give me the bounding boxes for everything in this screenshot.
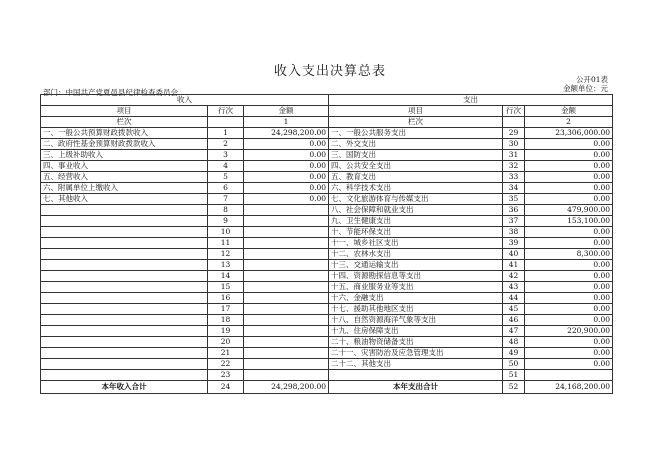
table-row <box>41 128 613 139</box>
income-item-name <box>41 293 208 304</box>
expense-column-number: 2 <box>525 117 613 128</box>
income-amount: 0.00 <box>244 183 329 194</box>
expense-item-name: 八、社会保障和就业支出 <box>329 205 503 216</box>
expense-amount: 0.00 <box>525 172 613 183</box>
income-amount <box>244 293 329 304</box>
page-title: 收入支出决算总表 <box>273 64 386 79</box>
income-row-no: 1 <box>208 128 244 139</box>
expense-item-name: 七、文化旅游体育与传媒支出 <box>329 194 503 205</box>
income-column-number: 1 <box>244 117 329 128</box>
table-row <box>41 183 613 194</box>
expense-row-no: 31 <box>503 150 525 161</box>
table-row <box>41 216 613 227</box>
income-item-name: 三、上级补助收入 <box>41 150 208 161</box>
expense-row-no: 29 <box>503 128 525 139</box>
expense-item-name: 十二、农林水支出 <box>329 249 503 260</box>
expense-amount: 8,300.00 <box>525 249 613 260</box>
expense-amount: 0.00 <box>525 238 613 249</box>
income-column-label: 栏次 <box>41 117 208 128</box>
expense-row-no: 49 <box>503 348 525 359</box>
expense-row-no: 39 <box>503 238 525 249</box>
income-item-name <box>41 326 208 337</box>
expense-amount: 0.00 <box>525 150 613 161</box>
expense-item-name: 十一、城乡社区支出 <box>329 238 503 249</box>
income-item-name <box>41 238 208 249</box>
expense-amount: 0.00 <box>525 304 613 315</box>
income-row-no: 4 <box>208 161 244 172</box>
income-item-name: 四、事业收入 <box>41 161 208 172</box>
expense-item-name: 十五、商业服务业等支出 <box>329 282 503 293</box>
expense-item-name: 五、教育支出 <box>329 172 503 183</box>
income-item-name <box>41 348 208 359</box>
income-row-no: 15 <box>208 282 244 293</box>
income-amount <box>244 337 329 348</box>
income-item-name <box>41 260 208 271</box>
income-row-no: 12 <box>208 249 244 260</box>
income-item-name <box>41 249 208 260</box>
expense-item-name: 二十一、灾害防治及应急管理支出 <box>329 348 503 359</box>
expense-row-no: 48 <box>503 337 525 348</box>
income-amount <box>244 348 329 359</box>
expense-section-header: 支出 <box>329 95 613 106</box>
table-row <box>41 282 613 293</box>
income-item-name <box>41 227 208 238</box>
income-amount: 0.00 <box>244 139 329 150</box>
expense-row-no: 51 <box>503 370 525 381</box>
expense-item-name: 十、节能环保支出 <box>329 227 503 238</box>
income-amount: 0.00 <box>244 161 329 172</box>
expense-amount: 0.00 <box>525 194 613 205</box>
expense-row-no: 44 <box>503 293 525 304</box>
income-item-name <box>41 205 208 216</box>
expense-amount: 0.00 <box>525 139 613 150</box>
expense-row-no: 43 <box>503 282 525 293</box>
income-item-name <box>41 282 208 293</box>
income-amount: 24,298,200.00 <box>244 128 329 139</box>
expense-item-name: 十七、援助其他地区支出 <box>329 304 503 315</box>
income-amount <box>244 271 329 282</box>
expense-row-no: 34 <box>503 183 525 194</box>
expense-total-row-no: 52 <box>503 381 525 394</box>
form-code: 公开01表 <box>575 75 608 84</box>
expense-row-no: 47 <box>503 326 525 337</box>
income-amount <box>244 260 329 271</box>
income-row-no: 9 <box>208 216 244 227</box>
expense-row-no: 35 <box>503 194 525 205</box>
income-amount <box>244 359 329 370</box>
income-row-no: 6 <box>208 183 244 194</box>
expense-amount: 0.00 <box>525 348 613 359</box>
expense-column-label: 栏次 <box>329 117 503 128</box>
expense-item-name: 九、卫生健康支出 <box>329 216 503 227</box>
expense-amount: 0.00 <box>525 293 613 304</box>
table-row <box>41 249 613 260</box>
income-row-no: 14 <box>208 271 244 282</box>
expense-row-no: 38 <box>503 227 525 238</box>
expense-item-header: 项目 <box>329 106 503 117</box>
income-item-name: 七、其他收入 <box>41 194 208 205</box>
income-row-no: 21 <box>208 348 244 359</box>
table-row <box>41 271 613 282</box>
income-item-name: 六、附属单位上缴收入 <box>41 183 208 194</box>
table-row <box>41 150 613 161</box>
income-total-row-no: 24 <box>208 381 244 394</box>
expense-row-no: 40 <box>503 249 525 260</box>
expense-amount: 0.00 <box>525 271 613 282</box>
income-amount: 0.00 <box>244 194 329 205</box>
expense-row-no: 32 <box>503 161 525 172</box>
income-amount <box>244 282 329 293</box>
table-row <box>41 161 613 172</box>
income-amount <box>244 238 329 249</box>
expense-row-no: 42 <box>503 271 525 282</box>
table-row <box>41 370 613 381</box>
table-row <box>41 337 613 348</box>
expense-item-name <box>329 370 503 381</box>
income-row-no: 10 <box>208 227 244 238</box>
expense-row-no-header: 行次 <box>503 106 525 117</box>
income-amount <box>244 216 329 227</box>
income-row-no: 20 <box>208 337 244 348</box>
income-row-no: 18 <box>208 315 244 326</box>
table-row <box>41 172 613 183</box>
income-row-no: 8 <box>208 205 244 216</box>
income-column-blank <box>208 117 244 128</box>
income-amount <box>244 326 329 337</box>
income-item-name <box>41 337 208 348</box>
expense-total-label: 本年支出合计 <box>329 381 503 394</box>
expense-item-name: 十九、住房保障支出 <box>329 326 503 337</box>
income-row-no: 3 <box>208 150 244 161</box>
income-item-name: 五、经营收入 <box>41 172 208 183</box>
expense-amount-header: 金额 <box>525 106 613 117</box>
table-row <box>41 293 613 304</box>
income-amount <box>244 205 329 216</box>
expense-amount: 0.00 <box>525 337 613 348</box>
income-amount-header: 金额 <box>244 106 329 117</box>
income-row-no: 11 <box>208 238 244 249</box>
expense-amount: 0.00 <box>525 183 613 194</box>
expense-item-name: 二十、粮油物资储备支出 <box>329 337 503 348</box>
expense-amount: 0.00 <box>525 161 613 172</box>
income-row-no: 16 <box>208 293 244 304</box>
income-item-name <box>41 370 208 381</box>
income-item-name: 一、一般公共预算财政拨款收入 <box>41 128 208 139</box>
income-row-no: 2 <box>208 139 244 150</box>
income-row-no: 17 <box>208 304 244 315</box>
income-row-no: 19 <box>208 326 244 337</box>
expense-amount: 153,100.00 <box>525 216 613 227</box>
table-row <box>41 139 613 150</box>
income-total-amount: 24,298,200.00 <box>244 381 329 394</box>
income-amount <box>244 370 329 381</box>
expense-item-name: 四、公共安全支出 <box>329 161 503 172</box>
expense-item-name: 二十二、其他支出 <box>329 359 503 370</box>
income-item-header: 项目 <box>41 106 208 117</box>
table-row <box>41 260 613 271</box>
expense-amount: 23,306,000.00 <box>525 128 613 139</box>
table-row <box>41 194 613 205</box>
income-item-name <box>41 271 208 282</box>
expense-row-no: 36 <box>503 205 525 216</box>
income-amount <box>244 249 329 260</box>
expense-row-no: 30 <box>503 139 525 150</box>
expense-item-name: 三、国防支出 <box>329 150 503 161</box>
income-amount: 0.00 <box>244 150 329 161</box>
expense-row-no: 37 <box>503 216 525 227</box>
expense-amount: 0.00 <box>525 260 613 271</box>
expense-item-name: 二、外交支出 <box>329 139 503 150</box>
expense-item-name: 一、一般公共服务支出 <box>329 128 503 139</box>
expense-total-amount: 24,168,200.00 <box>525 381 613 394</box>
expense-item-name: 十四、资源勘探信息等支出 <box>329 271 503 282</box>
table-row <box>41 238 613 249</box>
table-row <box>41 359 613 370</box>
income-item-name <box>41 216 208 227</box>
income-row-no: 5 <box>208 172 244 183</box>
income-item-name <box>41 304 208 315</box>
expense-item-name: 六、科学技术支出 <box>329 183 503 194</box>
table-row <box>41 205 613 216</box>
expense-amount: 479,900.00 <box>525 205 613 216</box>
amount-unit: 金额单位：元 <box>563 84 608 93</box>
income-amount <box>244 315 329 326</box>
expense-item-name: 十六、金融支出 <box>329 293 503 304</box>
table-row <box>41 304 613 315</box>
income-amount <box>244 227 329 238</box>
department-label: 部门：中国共产党夏邑县纪律检查委员会 <box>43 88 178 97</box>
expense-row-no: 45 <box>503 304 525 315</box>
expense-amount <box>525 370 613 381</box>
expense-row-no: 46 <box>503 315 525 326</box>
income-row-no: 7 <box>208 194 244 205</box>
income-row-no-header: 行次 <box>208 106 244 117</box>
income-total-label: 本年收入合计 <box>41 381 208 394</box>
expense-amount: 0.00 <box>525 315 613 326</box>
expense-column-blank <box>503 117 525 128</box>
income-amount <box>244 304 329 315</box>
table-row <box>41 348 613 359</box>
income-expense-table <box>40 94 613 394</box>
income-item-name <box>41 359 208 370</box>
income-row-no: 23 <box>208 370 244 381</box>
income-item-name: 二、政府性基金预算财政拨款收入 <box>41 139 208 150</box>
expense-amount: 0.00 <box>525 227 613 238</box>
income-row-no: 13 <box>208 260 244 271</box>
table-row <box>41 315 613 326</box>
expense-item-name: 十三、交通运输支出 <box>329 260 503 271</box>
table-row <box>41 227 613 238</box>
income-item-name <box>41 315 208 326</box>
expense-amount: 0.00 <box>525 359 613 370</box>
table-row <box>41 326 613 337</box>
income-amount: 0.00 <box>244 172 329 183</box>
expense-row-no: 50 <box>503 359 525 370</box>
expense-amount: 220,900.00 <box>525 326 613 337</box>
income-section-header: 收入 <box>41 95 329 106</box>
expense-row-no: 33 <box>503 172 525 183</box>
expense-row-no: 41 <box>503 260 525 271</box>
expense-amount: 0.00 <box>525 282 613 293</box>
income-row-no: 22 <box>208 359 244 370</box>
expense-item-name: 十八、自然资源海洋气象等支出 <box>329 315 503 326</box>
